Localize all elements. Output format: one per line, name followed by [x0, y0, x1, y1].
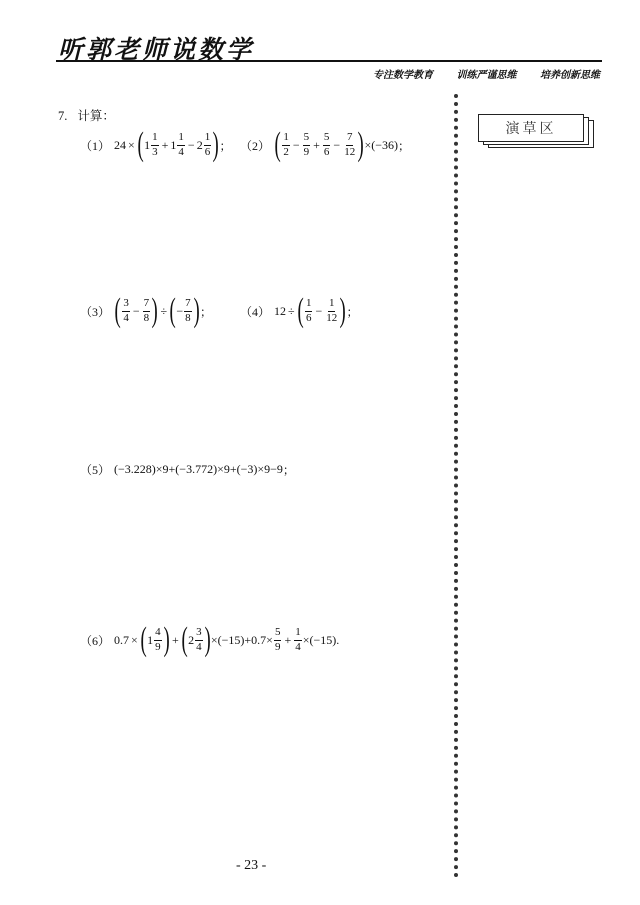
question-title	[58, 106, 115, 124]
p1-lparen: (	[137, 126, 144, 163]
p2-frac3: $\frac{5}{6}$	[323, 130, 330, 158]
p3-lparen2: (	[169, 292, 176, 329]
problem-3	[80, 294, 212, 328]
p6-plus2: +	[284, 632, 292, 647]
p2-minus2: −	[333, 137, 341, 152]
p1-end: ；	[219, 138, 232, 153]
p6-whole1: 1	[147, 632, 154, 647]
draft-area-banner	[478, 114, 596, 154]
p2-end: ；	[398, 138, 411, 153]
problem-6	[80, 623, 339, 657]
p1-whole3: 2	[196, 137, 203, 152]
p2-plus: +	[313, 137, 320, 152]
problem-3-label: （3）	[80, 304, 111, 319]
p1-frac1: $\frac{1}{3}$	[152, 130, 158, 158]
p4-minus: −	[315, 303, 323, 318]
p6-end: .	[336, 632, 340, 647]
p4-end: ；	[346, 304, 359, 319]
p4-lparen: (	[297, 292, 304, 329]
problem-6-label: （6）	[80, 633, 111, 648]
problem-5	[80, 461, 295, 478]
header-slogans	[353, 66, 600, 81]
question-number: 7.	[58, 109, 68, 123]
draft-area-label: 演草区	[478, 114, 584, 142]
p3-rparen: )	[151, 292, 158, 329]
problem-1	[80, 128, 232, 162]
slogan-1: 专注数学教育	[373, 70, 434, 81]
p1-plus: +	[161, 137, 169, 152]
p5-end: ；	[282, 463, 295, 477]
problem-4-label: （4）	[240, 304, 271, 319]
page-number: - 23 -	[236, 858, 267, 873]
column-divider	[454, 94, 458, 878]
p3-frac1: $\frac{3}{4}$	[123, 296, 129, 324]
p1-frac2: $\frac{1}{4}$	[178, 130, 184, 158]
p5-expression: (−3.228)×9+(−3.772)×9+(−3)×9−9	[114, 462, 283, 476]
p6-lparen2: (	[181, 621, 188, 658]
p2-frac1: $\frac{1}{2}$	[283, 130, 289, 158]
p3-frac2: $\frac{7}{8}$	[143, 296, 150, 324]
p3-lparen: (	[114, 292, 121, 329]
p4-div: ÷	[288, 303, 295, 318]
p6-lparen: (	[140, 621, 147, 658]
p1-rparen: )	[212, 126, 219, 163]
p6-rparen: )	[163, 621, 170, 658]
p2-lparen: (	[274, 126, 281, 163]
p1-coef: 24	[114, 137, 127, 152]
problem-4	[240, 294, 359, 328]
p1-minus: −	[187, 137, 195, 152]
slogan-2: 训练严谨思维	[456, 70, 517, 81]
p2-frac4: $\frac{7}{12}$	[344, 130, 356, 158]
p1-frac3: $\frac{1}{6}$	[204, 130, 211, 158]
p1-whole2: 1	[170, 137, 177, 152]
p6-tail: ×(−15)	[302, 632, 337, 647]
p6-frac1: $\frac{4}{9}$	[155, 625, 161, 653]
problem-2	[240, 128, 410, 162]
p2-minus1: −	[292, 137, 300, 152]
p6-frac2: $\frac{3}{4}$	[196, 625, 202, 653]
p3-rparen2: )	[193, 292, 200, 329]
p4-frac1: $\frac{1}{6}$	[305, 296, 312, 324]
p2-frac2: $\frac{5}{9}$	[303, 130, 310, 158]
p3-div: ÷	[160, 303, 168, 318]
problem-2-label: （2）	[240, 138, 271, 153]
p3-neg: −	[176, 303, 184, 318]
p6-coef: 0.7	[114, 632, 130, 647]
p6-frac3: $\frac{5}{9}$	[274, 625, 281, 653]
p1-whole1: 1	[144, 137, 151, 152]
header-rule	[56, 60, 602, 62]
problem-5-label: （5）	[80, 463, 111, 477]
slogan-3: 培养创新思维	[540, 70, 600, 81]
p3-frac3: $\frac{7}{8}$	[185, 296, 191, 324]
p1-times: ×	[128, 137, 135, 152]
p4-coef: 12	[274, 303, 287, 318]
p3-minus: −	[132, 303, 140, 318]
p4-frac2: $\frac{1}{12}$	[326, 296, 338, 324]
p6-times: ×	[131, 632, 138, 647]
p6-whole2: 2	[188, 632, 195, 647]
p3-end: ；	[199, 304, 212, 319]
p2-tail: ×(−36)	[364, 137, 399, 152]
p6-rparen2: )	[204, 621, 211, 658]
p4-rparen: )	[339, 292, 346, 329]
p6-frac4: $\frac{1}{4}$	[295, 625, 301, 653]
header-title: 听郭老师说数学	[58, 35, 255, 64]
p6-mid: ×(−15)+0.7×	[210, 632, 273, 647]
p6-plus1: +	[171, 632, 179, 647]
p2-rparen: )	[357, 126, 364, 163]
problem-1-label: （1）	[80, 138, 111, 153]
question-text: 计算：	[77, 109, 115, 123]
